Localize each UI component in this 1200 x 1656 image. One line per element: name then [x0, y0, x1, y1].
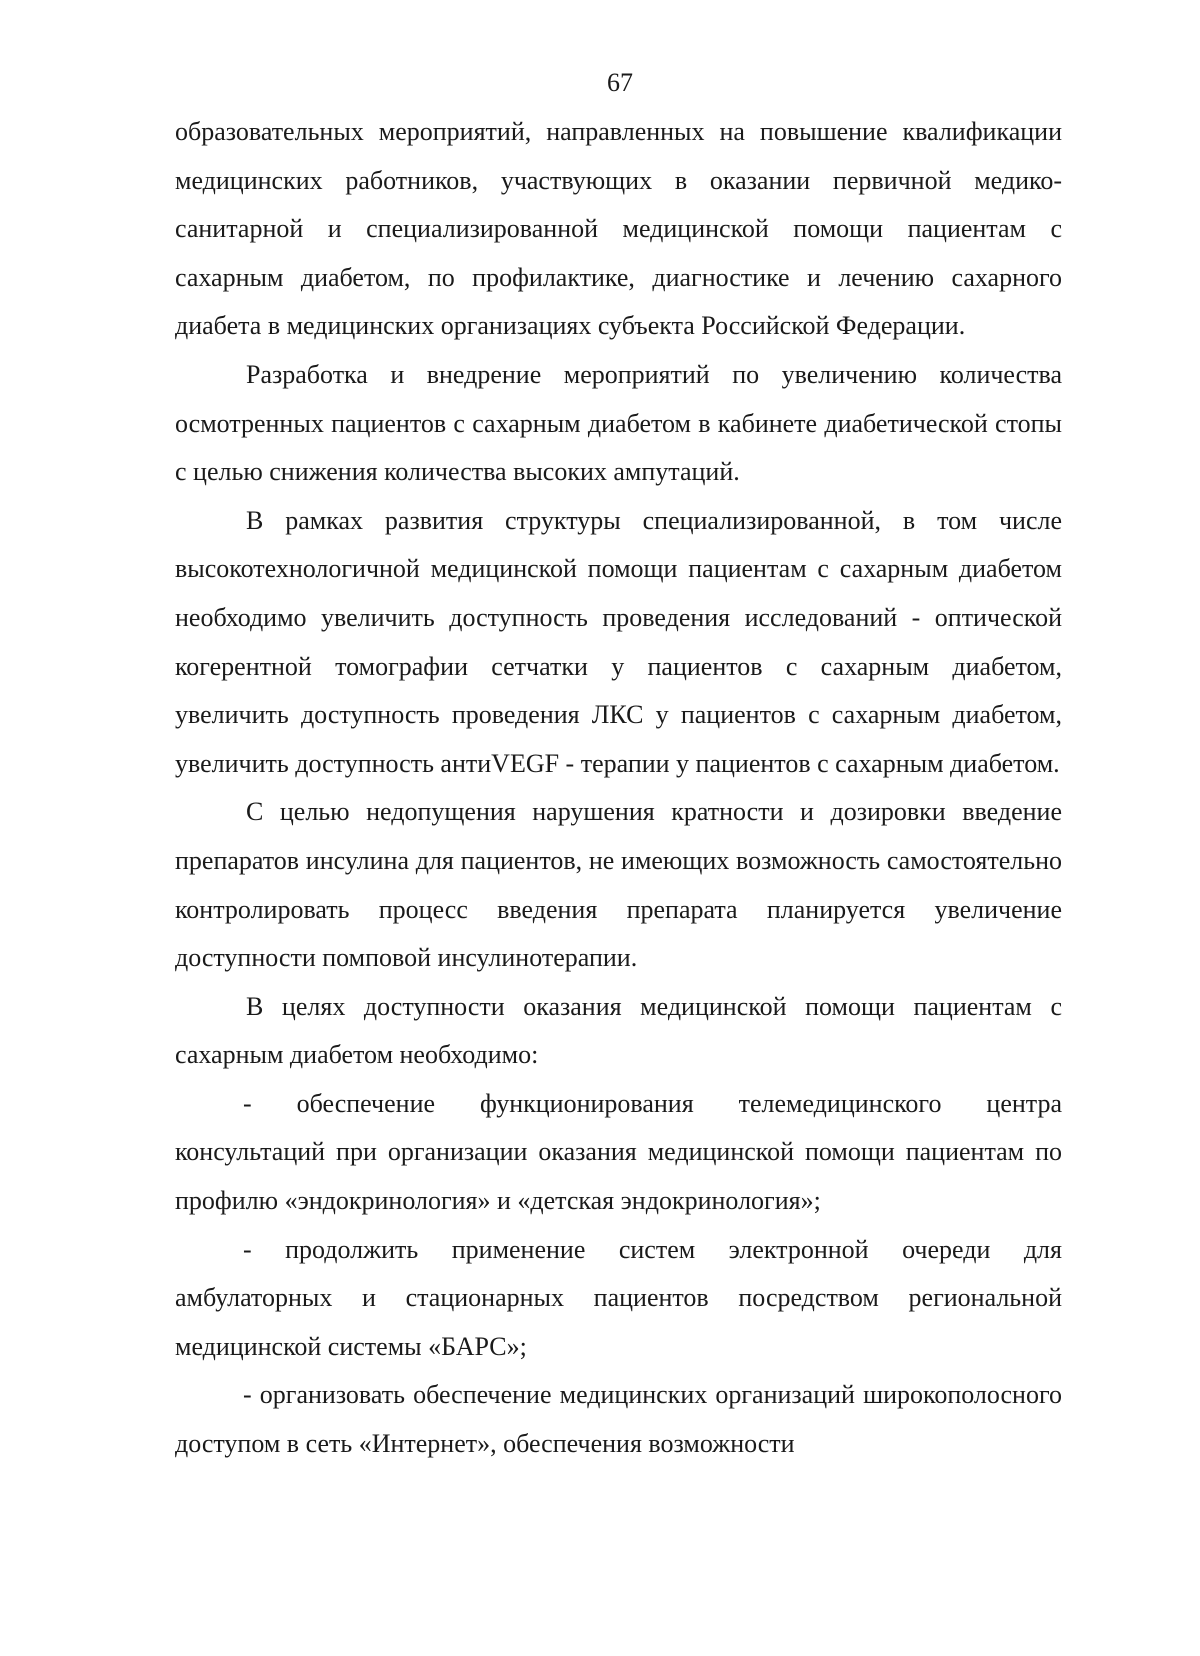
- list-item-broadband: - организовать обеспечение медицинских организаций широкополосного доступом в сеть «Интернет», обеспечения возможности: [175, 1380, 1062, 1459]
- paragraph-diabetic-foot: Разработка и внедрение мероприятий по увеличению количества осмотренных пациентов с сахарным диабетом в кабинете диабетической стопы с целью снижения количества высоких ампутаций.: [175, 359, 1062, 487]
- document-body: [175, 108, 1062, 1469]
- paragraph-continued: образовательных мероприятий, направленных на повышение квалификации медицинских работников, участвующих в оказании первичной медико-санитарной и специализированной медицинской помощи пациентам с сахарным диабетом, по профилактике, диагностике и лечению сахарного диабета в медицинских организациях субъекта Российской Федерации.: [175, 117, 1062, 341]
- list-item-telemedicine: - обеспечение функционирования телемедицинского центра консультаций при организации оказания медицинской помощи пациентам по профилю «эндокринология» и «детская эндокринология»;: [175, 1088, 1062, 1216]
- paragraph-accessibility-intro: В целях доступности оказания медицинской помощи пациентам с сахарным диабетом необходимо:: [175, 991, 1062, 1070]
- paragraph-specialized-care: В рамках развития структуры специализированной, в том числе высокотехнологичной медицинской помощи пациентам с сахарным диабетом необходимо увеличить доступность проведения исследований - оптической когерентной томографии сетчатки у пациентов с сахарным диабетом, увеличить доступность проведения ЛКС у пациентов с сахарным диабетом, увеличить доступность антиVEGF - терапии у пациентов с сахарным диабетом.: [175, 505, 1062, 778]
- page-number: 67: [607, 68, 633, 97]
- paragraph-insulin-pump: С целью недопущения нарушения кратности и дозировки введение препаратов инсулина для пациентов, не имеющих возможность самостоятельно контролировать процесс введения препарата планируется увеличение доступности помповой инсулинотерапии.: [175, 797, 1062, 973]
- list-item-electronic-queue: - продолжить применение систем электронной очереди для амбулаторных и стационарных пациентов посредством региональной медицинской системы «БАРС»;: [175, 1234, 1062, 1361]
